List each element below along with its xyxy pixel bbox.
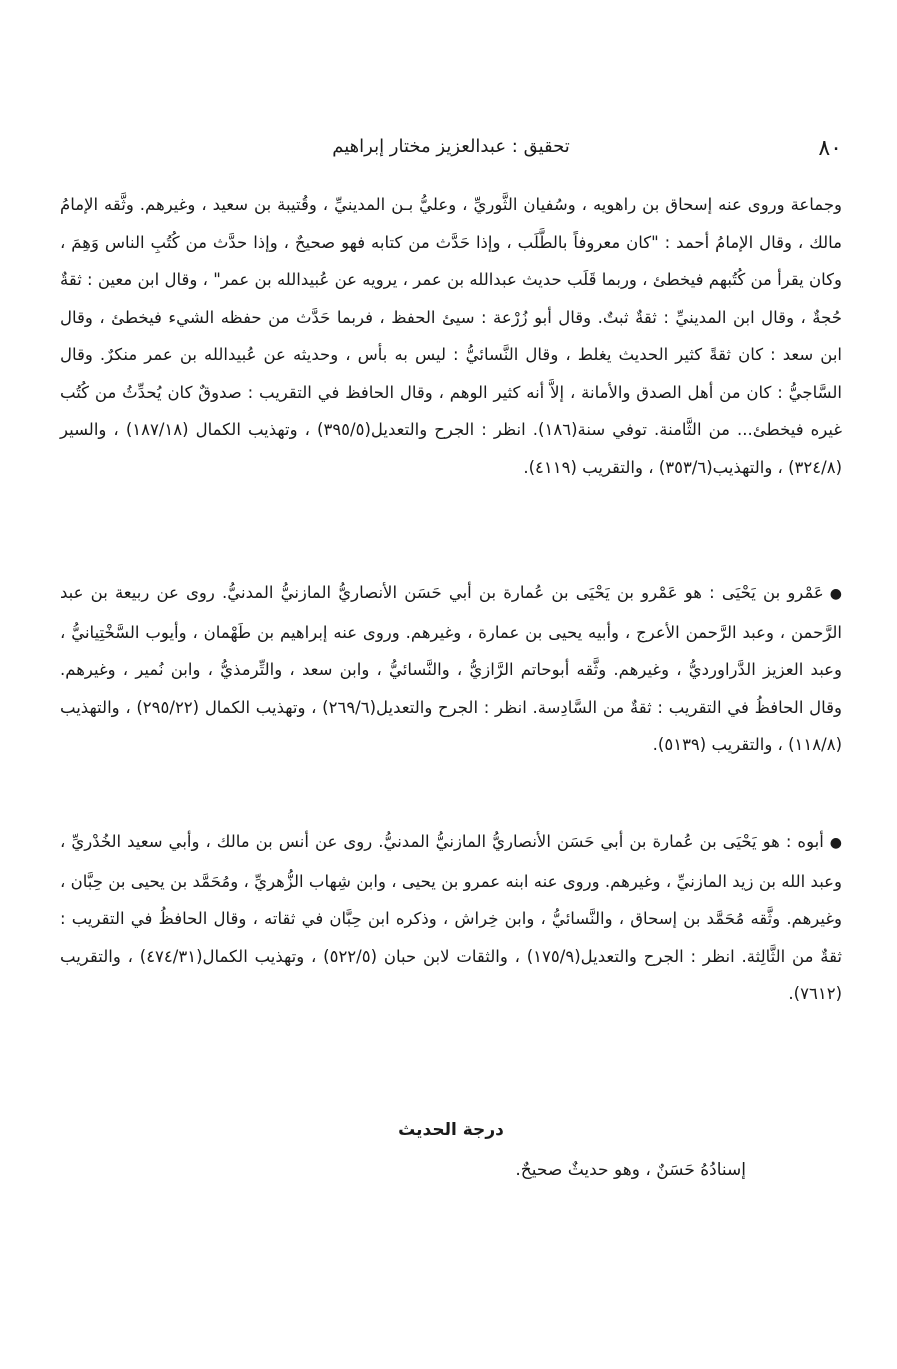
paragraph-father-yahya	[60, 823, 842, 1013]
paragraph-narrator-biography	[60, 186, 842, 486]
page-header	[60, 136, 842, 172]
paragraph-amr-ibn-yahya	[60, 574, 842, 764]
page-number: ٨٠	[818, 136, 842, 161]
hadith-grade	[60, 1160, 842, 1180]
running-head: تحقيق : عبدالعزيز مختار إبراهيم	[332, 136, 570, 157]
paragraph-text: عَمْرو بن يَحْيَى : هو عَمْرو بن يَحْيَى بن عُمارة بن أبي حَسَن الأنصاريُّ المازنيُّ المدنيُّ. روى عن ربيعة بن عبد الرَّحمن ، وعبد الرَّحمن الأعرج ، وأبيه يحيى بن عمارة ، وغيرهم. وروى عنه إبراهيم بن طَهْمان ، وأيوب السَّخْتِيانيُّ ، وعبد العزيز الدَّراورديُّ ، وغيرهم. وثَّقه أبوحاتم الرَّازيُّ ، والنَّسائيُّ ، وابن سعد ، والتِّرمذيُّ ، وابن نُمير ، وغيرهم. وقال الحافظُ في التقريب : ثقةٌ من السَّادِسة. انظر : الجرح والتعديل(٢٦٩/٦) ، وتهذيب الكمال (٢٩٥/٢٢) ، والتهذيب (١١٨/٨) ، والتقريب (٥١٣٩).	[60, 583, 842, 754]
hadith-grade-text: إسنادُهُ حَسَنٌ ، وهو حديثٌ صحيحٌ.	[515, 1160, 746, 1180]
section-heading: درجة الحديث	[398, 1120, 504, 1140]
bullet-icon: ●	[829, 586, 842, 602]
paragraph-text: وجماعة وروى عنه إسحاق بن راهويه ، وسُفيان الثَّوريِّ ، وعليُّ بـن المدينيِّ ، وقُتيبة بن سعيد ، وغيرهم. وثَّقه الإمامُ مالك ، وقال الإمامُ أحمد : "كان معروفاً بالطَّلَب ، وإذا حَدَّث من كتابه فهو صحيحٌ ، وإذا حدَّث من كُتُبِ الناس وَهِمَ ، وكان يقرأ من كُتُبهم فيخطئ ، وربما قَلَب حديث عبدالله بن عمر ، يرويه عن عُبيدالله بن عمر" ، وقال ابن معين : ثقةٌ حُجةٌ ، وقال ابن المدينيِّ : ثقةٌ ثبتٌ. وقال أبو زُرْعة : سيئ الحفظ ، فربما حَدَّث من حفظه الشيء فيخطئ ، وقال ابن سعد : كان ثقةً كثير الحديث يغلط ، وقال النَّسائيُّ : ليس به بأس ، وحديثه عن عُبيدالله بن عمر منكرٌ. وقال السَّاجيُّ : كان من أهل الصدق والأمانة ، إلاَّ أنه كثير الوهم ، وقال الحافظ في التقريب : صدوقٌ كان يُحدِّثُ من كُتُب غيره فيخطئ... من الثَّامنة. توفي سنة(١٨٦). انظر : الجرح والتعديل(٣٩٥/٥) ، وتهذيب الكمال (١٨٧/١٨) ، والسير (٣٢٤/٨) ، والتهذيب(٣٥٣/٦) ، والتقريب (٤١١٩).	[60, 195, 842, 477]
bullet-icon: ●	[829, 835, 842, 851]
paragraph-text: أبوه : هو يَحْيَى بن عُمارة بن أبي حَسَن الأنصاريُّ المازنيُّ المدنيُّ. روى عن أنس بن مالك ، وأبي سعيد الخُدْريِّ ، وعبد الله بن زيد المازنيِّ ، وغيرهم. وروى عنه ابنه عمرو بن يحيى ، وابن شِهاب الزُّهريِّ ، ومُحَمَّد بن يحيى بن حِبَّان ، وغيرهم. وثَّقه مُحَمَّد بن إسحاق ، والنَّسائيُّ ، وابن خِراش ، وذكره ابن حِبَّان في ثقاته ، وقال الحافظُ في التقريب : ثقةٌ من الثَّالِثة. انظر : الجرح والتعديل(١٧٥/٩) ، والثقات لابن حبان (٥٢٢/٥) ، وتهذيب الكمال(٤٧٤/٣١) ، والتقريب (٧٦١٢).	[60, 832, 843, 1003]
